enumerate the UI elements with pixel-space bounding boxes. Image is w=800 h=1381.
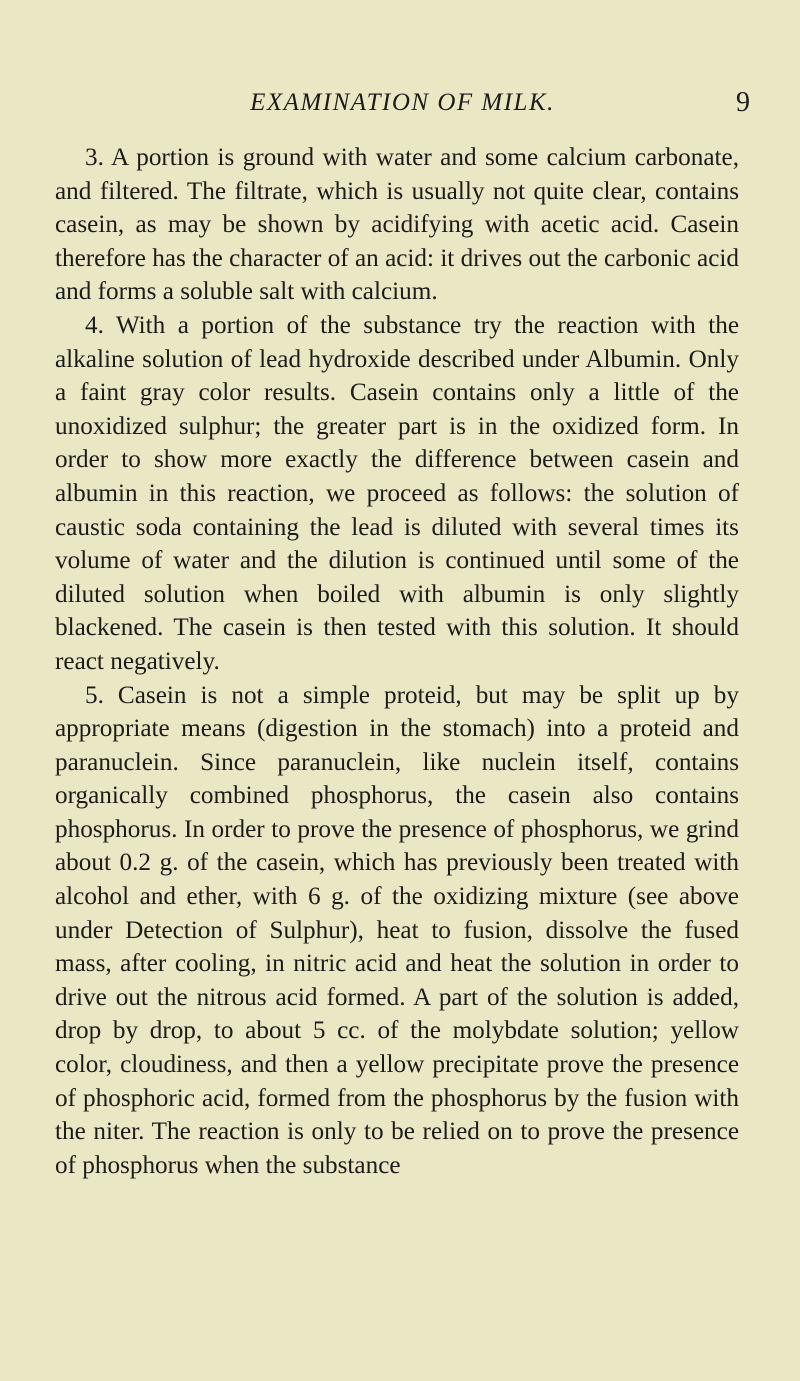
page-number: 9 [736,87,750,118]
paragraph-5: 5. Casein is not a simple proteid, but may be split up by appropriate means (digestion in the stomach) into a proteid and paranuclein. Since paranuclein, like nuclein itself, contains organically combined phosphorus, the casein also contains phosphorus. In order to prove the presence of phosphorus, we grind about 0.2 g. of the casein, which has previously been treated with alcohol and ether, with 6 g. of the oxidizing mixture (see above under Detection of Sulphur), heat to fusion, dissolve the fused mass, after cooling, in nitric acid and heat the solution in order to drive out the nitrous acid formed. A part of the solution is added, drop by drop, to about 5 cc. of the molybdate solution; yellow color, cloudiness, and then a yellow precipitate prove the presence of phosphoric acid, formed from the phosphorus by the fusion with the niter. The reaction is only to be relied on to prove the presence of phosphorus when the substance [55,681,739,1179]
running-title: EXAMINATION OF MILK. [250,89,555,116]
paragraph-3: 3. A portion is ground with water and some calcium carbonate, and filtered. The filtrate, which is usually not quite clear, contains casein, as may be shown by acidifying with acetic acid. Casein therefore has the character of an acid: it drives out the carbonic acid and forms a soluble salt with calcium. [55,144,739,306]
body-text [55,141,739,1182]
running-header [55,88,750,128]
paragraph-4: 4. With a portion of the substance try the reaction with the alkaline solution of lead hydroxide described under Albumin. Only a faint gray color results. Casein contains only a little of the unoxidized sulphur; the greater part is in the oxidized form. In order to show more exactly the difference between casein and albumin in this reaction, we proceed as follows: the solution of caustic soda containing the lead is diluted with several times its volume of water and the dilution is continued until some of the diluted solution when boiled with albumin is only slightly blackened. The casein is then tested with this solution. It should react negatively. [55,311,739,675]
